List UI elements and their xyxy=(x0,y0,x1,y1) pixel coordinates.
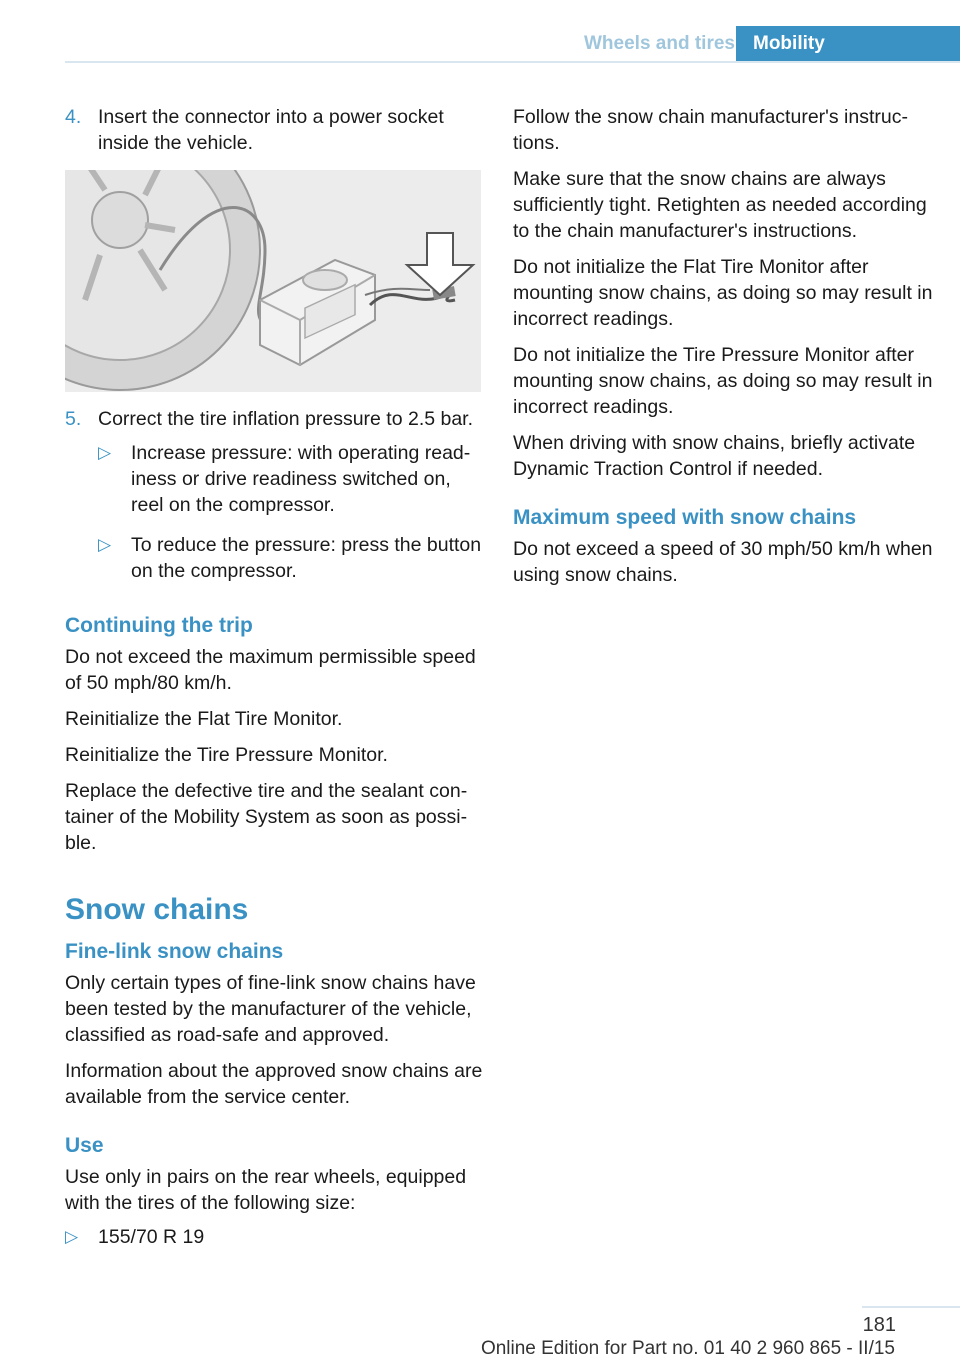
step-number: 4. xyxy=(65,106,82,128)
step-text: Insert the connector into a power socket inside the vehicle. xyxy=(98,106,444,154)
chapter-heading-snow-chains: Snow chains xyxy=(65,893,249,926)
section-heading-continuing: Continuing the trip xyxy=(65,614,253,637)
triangle-bullet-icon: ▷ xyxy=(65,1227,79,1246)
paragraph: Reinitialize the Flat Tire Monitor. xyxy=(65,708,343,730)
footer-edition: Online Edition for Part no. 01 40 2 960 865 - II/15 xyxy=(480,1338,895,1359)
paragraph: Do not exceed the maximum permissible speed of 50 mph/80 km/h. xyxy=(65,646,476,694)
list-item xyxy=(98,532,483,584)
left-column xyxy=(65,104,483,1264)
paragraph: Only certain types of fine-link snow chains have been tested by the manufacturer of the vehicle, classified as road-safe and approved. xyxy=(65,972,476,1046)
right-column xyxy=(513,104,933,598)
step-4 xyxy=(65,104,483,156)
header-divider xyxy=(65,61,960,63)
step-5-bullets xyxy=(98,440,483,584)
paragraph: Do not initialize the Flat Tire Monitor after mounting snow chains, as doing so may result in incorrect readings. xyxy=(513,256,933,330)
paragraph: Information about the approved snow chains are available from the service center. xyxy=(65,1060,483,1108)
paragraph: Do not initialize the Tire Pressure Monitor after mounting snow chains, as doing so may result in incorrect readings. xyxy=(513,344,933,418)
paragraph: Do not exceed a speed of 30 mph/50 km/h when using snow chains. xyxy=(513,538,933,586)
footer-divider xyxy=(862,1306,960,1308)
list-item-text: To reduce the pressure: press the button on the compressor. xyxy=(131,534,482,582)
list-item xyxy=(65,1224,483,1250)
list-item-text: 155/70 R 19 xyxy=(98,1226,205,1248)
section-heading-use: Use xyxy=(65,1134,104,1157)
paragraph: Make sure that the snow chains are always sufficiently tight. Retighten as needed according to the chain manufacturer's instructions. xyxy=(513,168,927,242)
paragraph: When driving with snow chains, briefly activate Dynamic Traction Control if needed. xyxy=(513,432,916,480)
list-item xyxy=(98,440,483,518)
list-item-text: Increase pressure: with operating readiness or drive readiness switched on, reel on the compressor. xyxy=(131,442,471,516)
paragraph: Follow the snow chain manufacturer's instructions. xyxy=(513,106,908,154)
compressor-illustration xyxy=(65,170,481,392)
compressor-image xyxy=(65,170,481,392)
section-heading-max-speed: Maximum speed with snow chains xyxy=(513,506,857,529)
header-chapter-tab xyxy=(736,26,960,62)
step-5 xyxy=(65,406,483,432)
triangle-bullet-icon: ▷ xyxy=(98,535,112,554)
paragraph: Reinitialize the Tire Pressure Monitor. xyxy=(65,744,388,766)
section-heading-fine-link: Fine-link snow chains xyxy=(65,940,284,963)
triangle-bullet-icon: ▷ xyxy=(98,443,112,462)
paragraph: Use only in pairs on the rear wheels, equipped with the tires of the following size: xyxy=(65,1166,467,1214)
paragraph: Replace the defective tire and the sealant container of the Mobility System as soon as possible. xyxy=(65,780,468,854)
page-number: 181 xyxy=(862,1314,896,1336)
header-section-title: Wheels and tires xyxy=(584,33,735,54)
header-chapter-label: Mobility xyxy=(753,33,825,54)
step-number: 5. xyxy=(65,408,82,430)
step-text: Correct the tire inflation pressure to 2.5 bar. xyxy=(98,408,474,430)
